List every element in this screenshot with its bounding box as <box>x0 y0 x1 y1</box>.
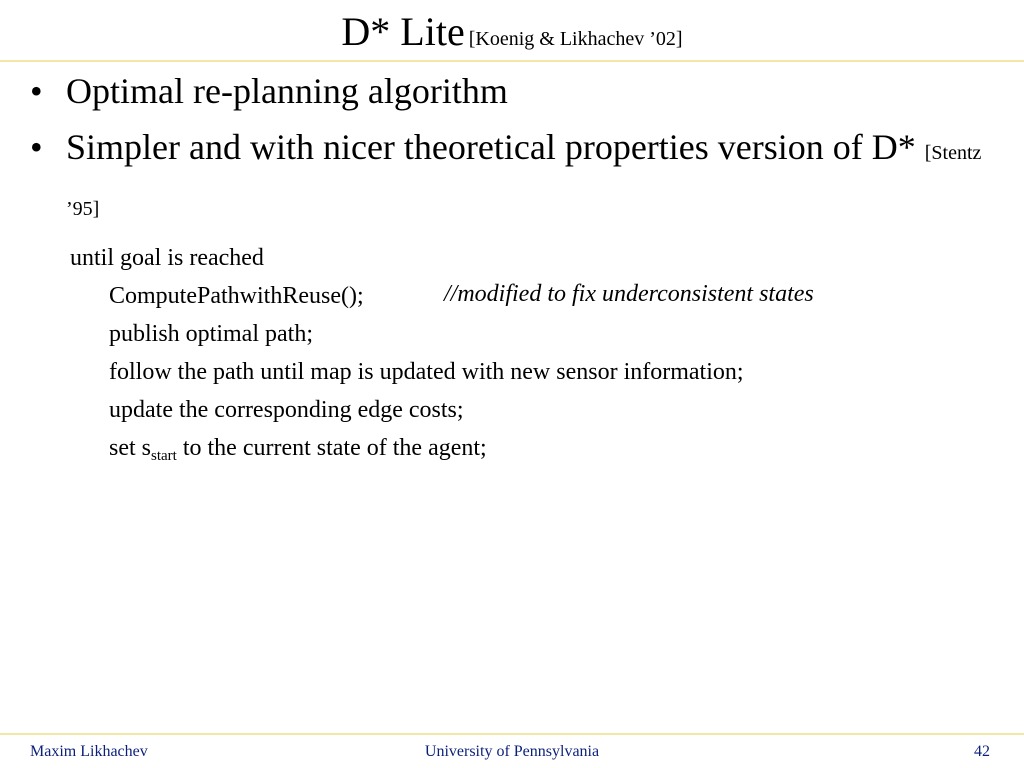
footer-institution: University of Pennsylvania <box>424 743 600 760</box>
bullet-item <box>0 122 1024 234</box>
code-line-publish: publish optimal path; <box>109 321 313 347</box>
code-line-loop: until goal is reached <box>70 245 264 271</box>
code-subscript-start: start <box>151 448 177 464</box>
bullet-citation: [Stentz ’95] <box>66 142 982 220</box>
title-divider <box>0 60 1024 62</box>
code-comment: //modified to fix underconsistent states <box>444 281 814 307</box>
bullet-marker: • <box>30 71 43 111</box>
code-set-suffix: to the current state of the agent; <box>176 435 487 461</box>
bullet-text: Simpler and with nicer theoretical properties version of D* <box>66 127 916 167</box>
code-line-set-start <box>109 433 487 463</box>
code-set-prefix: set s <box>109 435 151 461</box>
title-main: D* Lite <box>341 9 465 54</box>
code-line-update: update the corresponding edge costs; <box>109 397 464 423</box>
bullet-marker: • <box>30 127 43 167</box>
title-citation: [Koenig & Likhachev ’02] <box>468 28 683 50</box>
footer-page-number: 42 <box>974 743 990 760</box>
bullet-text: Optimal re-planning algorithm <box>66 71 508 111</box>
bullet-list <box>0 66 1024 240</box>
footer-divider <box>0 733 1024 735</box>
bullet-item <box>0 66 1024 116</box>
code-line-follow: follow the path until map is updated with new sensor information; <box>109 359 744 385</box>
code-line-compute: ComputePathwithReuse(); <box>109 283 364 309</box>
footer-author: Maxim Likhachev <box>30 743 148 760</box>
slide-title <box>0 8 1024 56</box>
